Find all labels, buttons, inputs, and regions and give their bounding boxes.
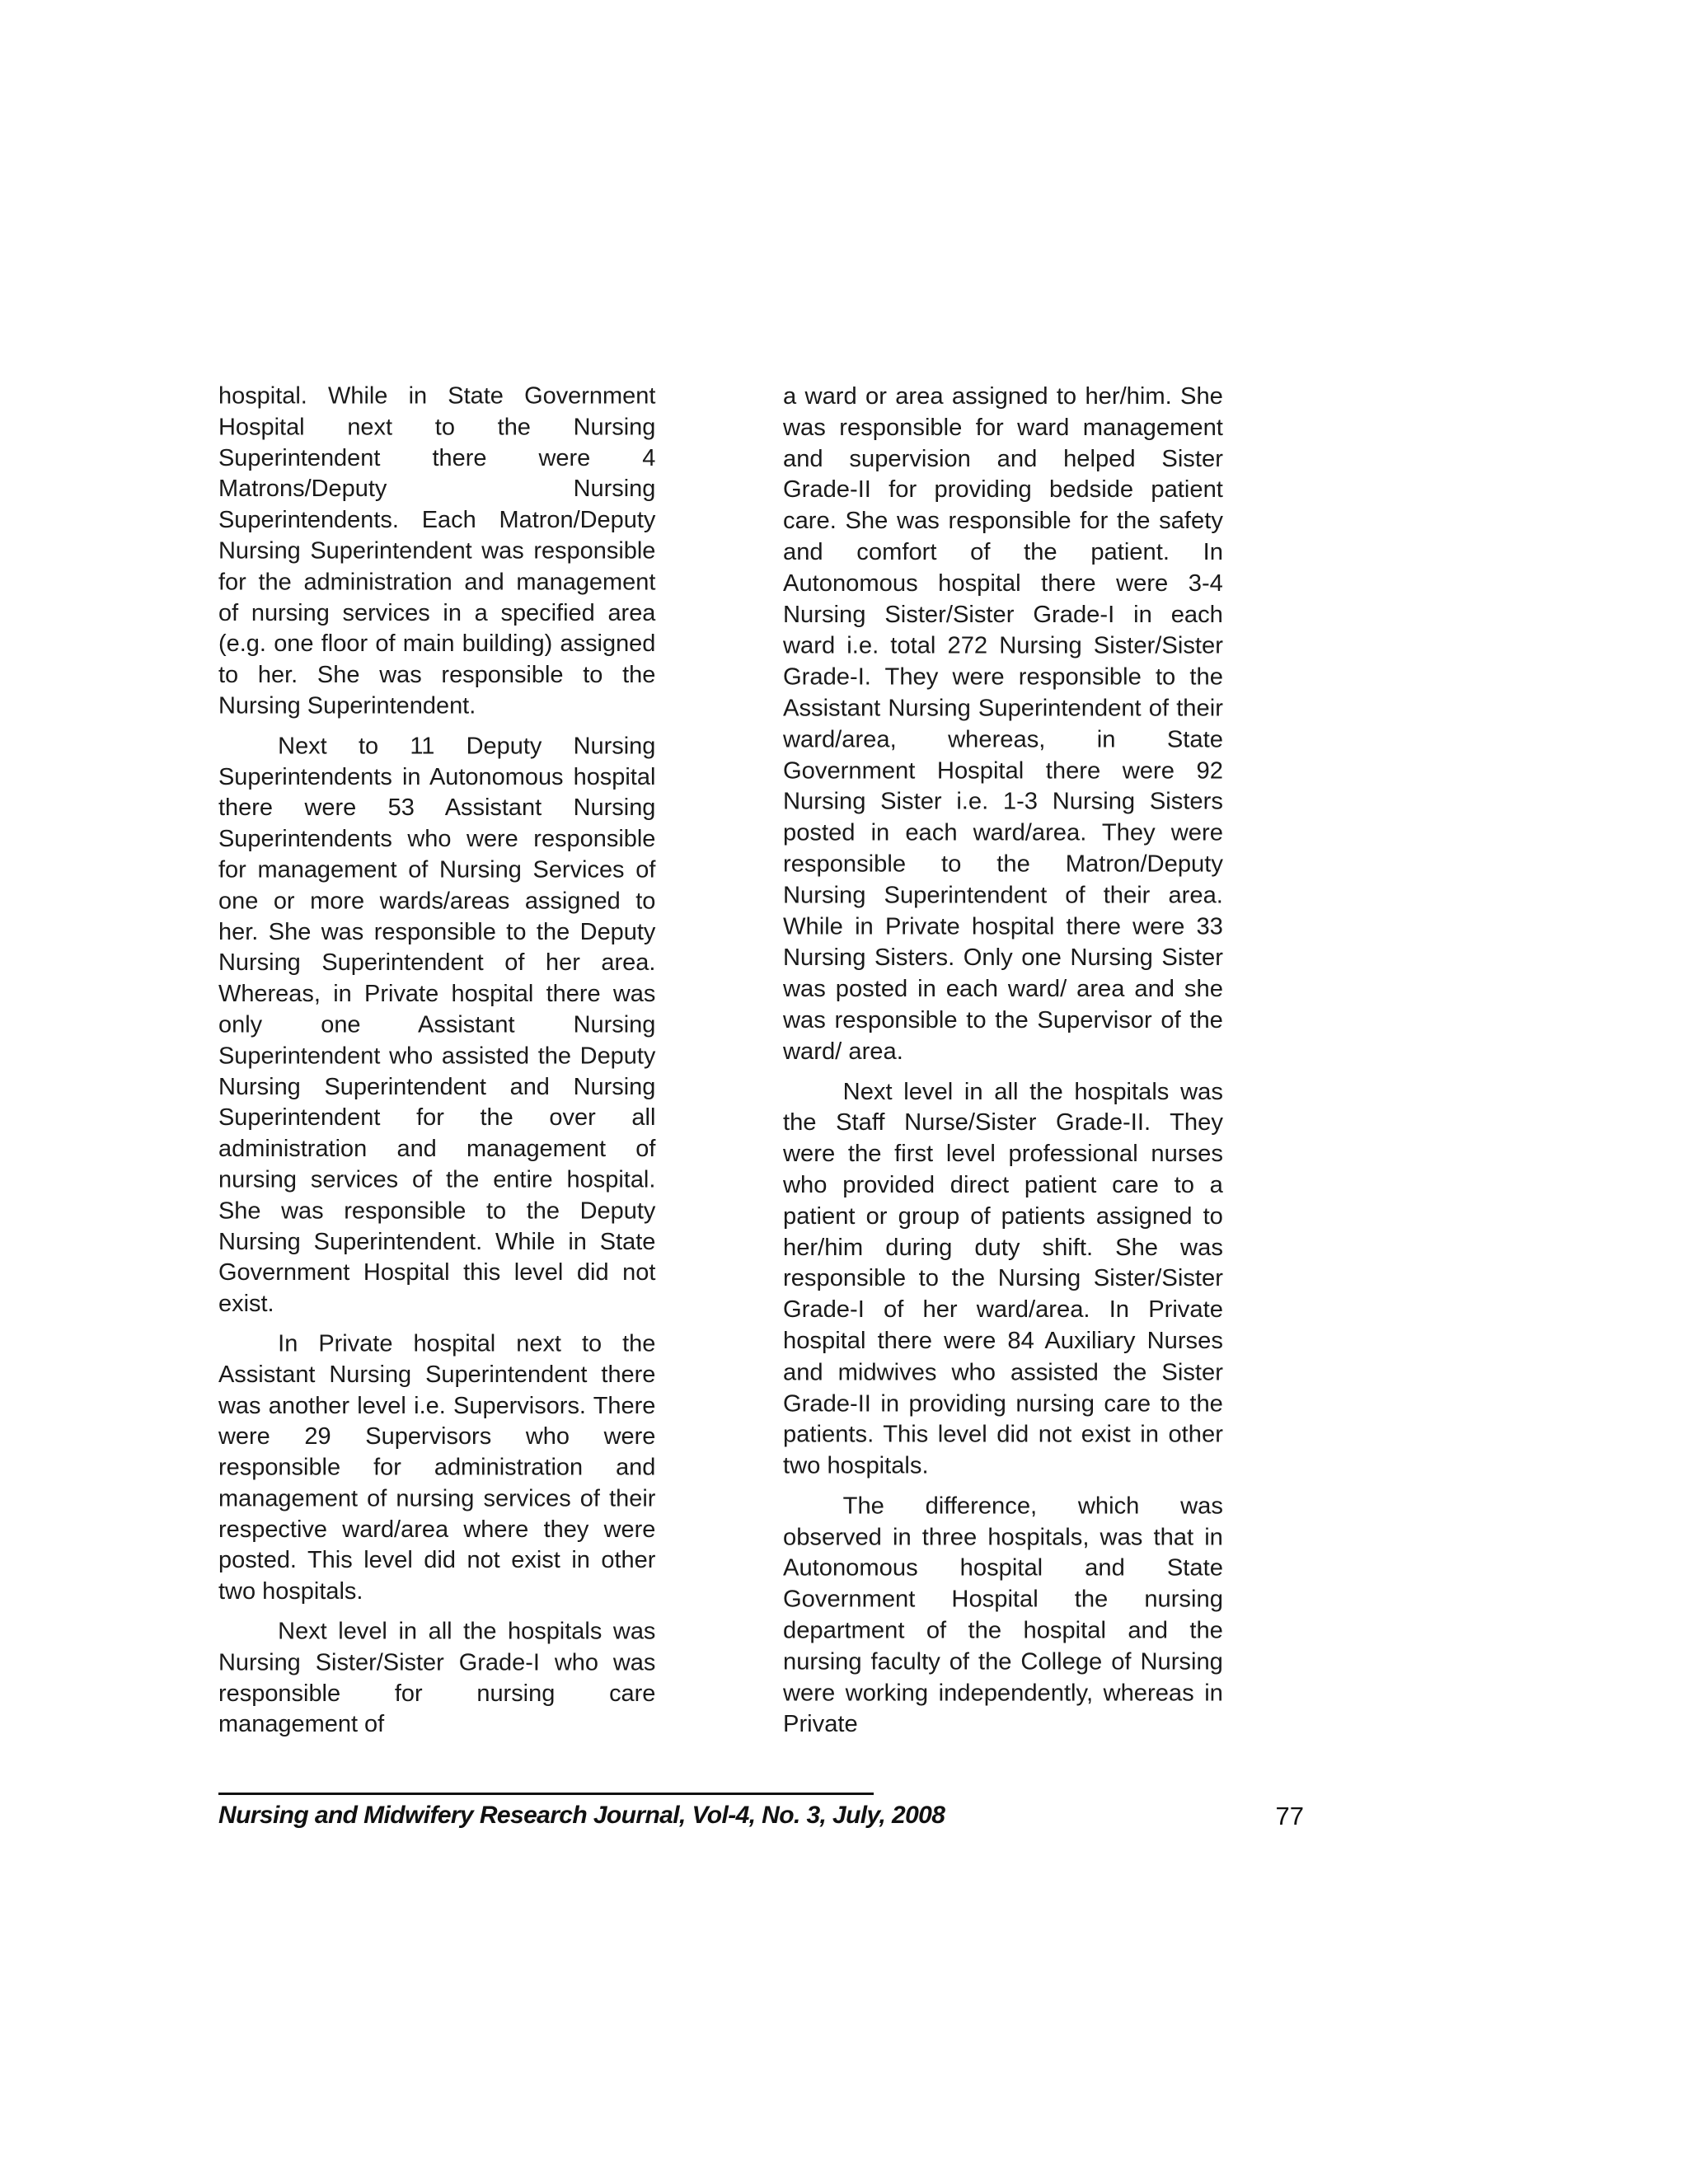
left-column [218,381,655,1749]
paragraph-left-1: hospital. While in State Government Hospital next to the Nursing Superintendent there were 4 Matrons/Deputy Nursing Superintendents. Each Matron/Deputy Nursing Superintendent was responsible for the administration and management of nursing services in a specified area (e.g. one floor of main building) assigned to her. She was responsible to the Nursing Superintendent. [218,382,656,719]
footer-journal-citation: Nursing and Midwifery Research Journal, Vol-4, No. 3, July, 2008 [218,1802,945,1829]
paragraph-right-3: The difference, which was observed in three hospitals, was that in Autonomous hospital and State Government Hospital the nursing department of the hospital and the nursing faculty of the College of Nursing were working independently, whereas in Private [783,1493,1223,1738]
paragraph-right-2: Next level in all the hospitals was the Staff Nurse/Sister Grade-II. They were the first level professional nurses who provided direct patient care to a patient or group of patients assigned to her/him during duty shift. She was responsible to the Nursing Sister/Sister Grade-I of her ward/area. In Private hospital there were 84 Auxiliary Nurses and midwives who assisted the Sister Grade-II in providing nursing care to the patients. This level did not exist in other two hospitals. [783,1078,1223,1479]
paragraph-left-3: In Private hospital next to the Assistant Nursing Superintendent there was another level i.e. Supervisors. There were 29 Supervisors who were responsible for administration and management of nursing services of their respective ward/area where they were posted. This level did not exist in other two hospitals. [218,1330,656,1605]
page-number: 77 [1275,1802,1304,1830]
right-column [783,381,1223,1749]
paragraph-left-4: Next level in all the hospitals was Nursing Sister/Sister Grade-I who was responsible for nursing care management of [218,1618,656,1738]
footer-rule [218,1793,874,1795]
paragraph-right-1: a ward or area assigned to her/him. She was responsible for ward management and supervision and helped Sister Grade-II for providing bedside patient care. She was responsible for the safety and comfort of the patient. In Autonomous hospital there were 3-4 Nursing Sister/Sister Grade-I in each ward i.e. total 272 Nursing Sister/Sister Grade-I. They were responsible to the Assistant Nursing Superintendent of their ward/area, whereas, in State Government Hospital there were 92 Nursing Sister i.e. 1-3 Nursing Sisters posted in each ward/area. They were responsible to the Matron/Deputy Nursing Superintendent of their area. While in Private hospital there were 33 Nursing Sisters. Only one Nursing Sister was posted in each ward/ area and she was responsible to the Supervisor of the ward/ area. [783,382,1223,1065]
paragraph-left-2: Next to 11 Deputy Nursing Superintendents in Autonomous hospital there were 53 Assistant Nursing Superintendents who were responsible for management of Nursing Services of one or more wards/areas assigned to her. She was responsible to the Deputy Nursing Superintendent of her area. Whereas, in Private hospital there was only one Assistant Nursing Superintendent who assisted the Deputy Nursing Superintendent and Nursing Superintendent for the over all administration and management of nursing services of the entire hospital. She was responsible to the Deputy Nursing Superintendent. While in State Government Hospital this level did not exist. [218,732,656,1317]
